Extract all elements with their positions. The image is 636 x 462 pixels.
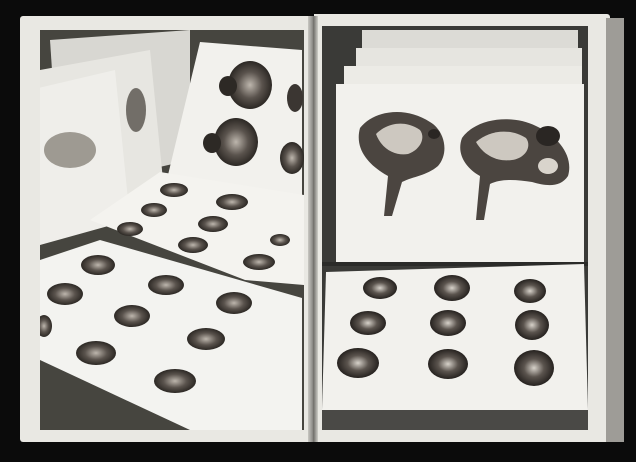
book-gutter xyxy=(308,16,318,442)
brain-section xyxy=(126,88,146,132)
brain-section xyxy=(44,132,96,168)
brain-section xyxy=(203,133,221,153)
left-photograph xyxy=(40,30,304,430)
page-edges xyxy=(606,18,624,442)
brain-section xyxy=(219,76,237,96)
brain-section-grid xyxy=(337,275,554,386)
right-photograph xyxy=(322,26,588,430)
brain-section xyxy=(287,84,303,112)
right-photo-illustration xyxy=(322,26,588,430)
brain-section xyxy=(280,142,304,174)
left-photo-illustration xyxy=(40,30,304,430)
